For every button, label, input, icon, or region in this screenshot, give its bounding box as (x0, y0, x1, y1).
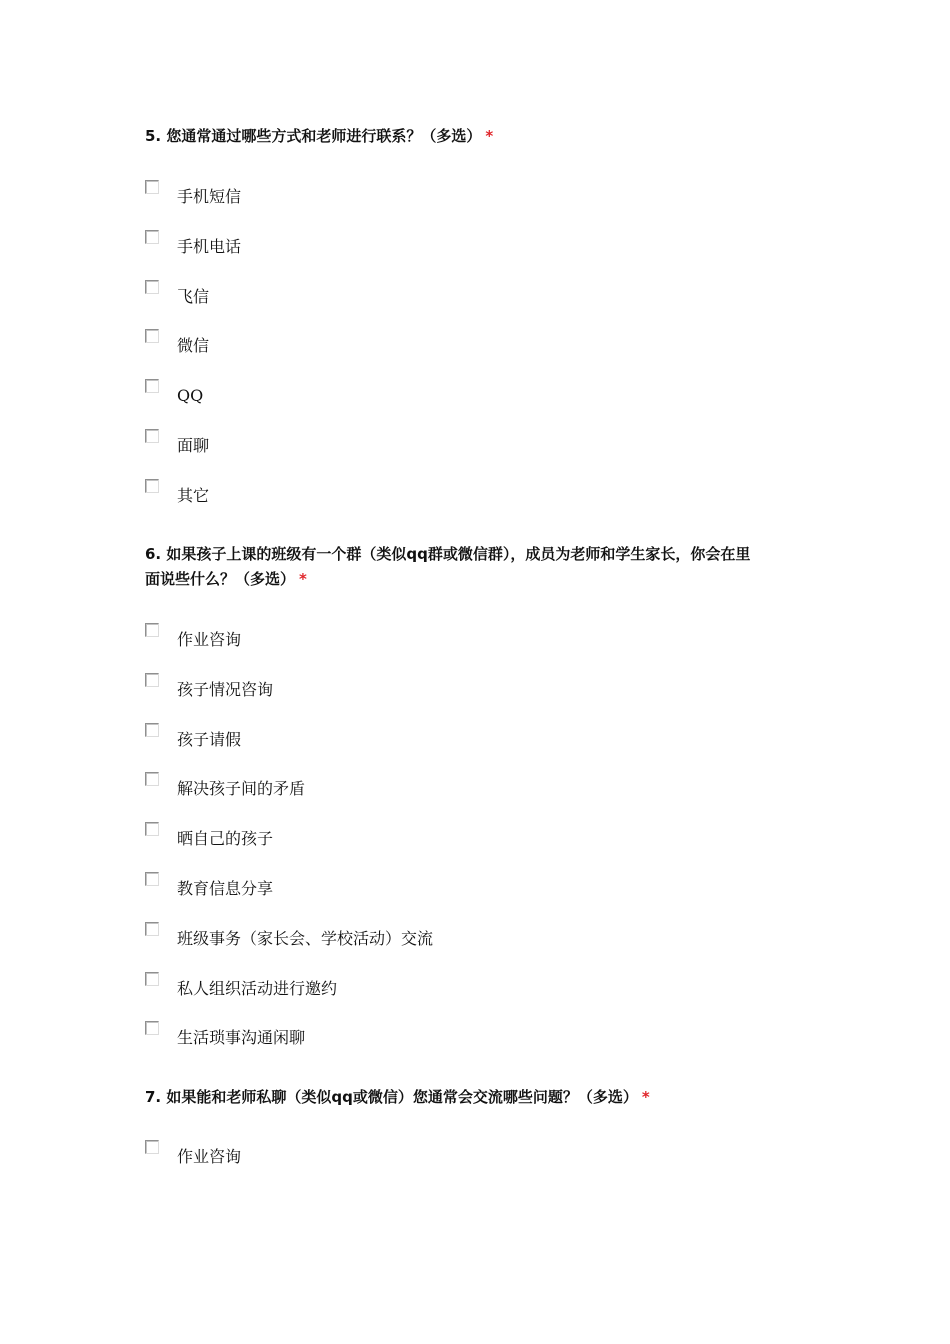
option-leave-request[interactable] (145, 723, 745, 753)
checkbox[interactable] (145, 822, 159, 836)
option-resolve-conflicts[interactable] (145, 772, 745, 802)
option-label: 班级事务（家长会、学校活动）交流 (177, 929, 434, 948)
question-6-title (145, 542, 825, 592)
checkbox[interactable] (145, 772, 159, 786)
option-label: 飞信 (177, 287, 210, 306)
option-class-affairs[interactable] (145, 922, 745, 952)
checkbox[interactable] (145, 1140, 159, 1154)
option-label: 孩子请假 (177, 730, 242, 749)
checkbox[interactable] (145, 329, 159, 343)
option-private-activity-invites[interactable] (145, 972, 745, 1002)
option-sms[interactable] (145, 180, 745, 210)
option-child-status-inquiry[interactable] (145, 673, 745, 703)
question-7-text: 7. 如果能和老师私聊（类似qq或微信）您通常会交流哪些问题？（多选） (145, 1088, 638, 1106)
question-6-text-line1: 6. 如果孩子上课的班级有一个群（类似qq群或微信群），成员为老师和学生家长，你会在里 (145, 545, 751, 563)
option-label: 晒自己的孩子 (177, 829, 274, 848)
checkbox[interactable] (145, 972, 159, 986)
checkbox[interactable] (145, 922, 159, 936)
option-label: 解决孩子间的矛盾 (177, 779, 306, 798)
option-wechat[interactable] (145, 329, 745, 359)
option-label: 其它 (177, 486, 210, 505)
option-qq[interactable] (145, 379, 745, 409)
checkbox[interactable] (145, 479, 159, 493)
option-label: 面聊 (177, 436, 210, 455)
question-7-title (145, 1085, 825, 1110)
checkbox[interactable] (145, 723, 159, 737)
option-label: 作业咨询 (177, 1147, 242, 1166)
option-label: 私人组织活动进行邀约 (177, 979, 338, 998)
option-homework-inquiry[interactable] (145, 1140, 745, 1170)
required-asterisk: * (299, 570, 307, 588)
checkbox[interactable] (145, 673, 159, 687)
option-label: 教育信息分享 (177, 879, 274, 898)
option-label: 手机短信 (177, 187, 242, 206)
option-label: 手机电话 (177, 237, 242, 256)
checkbox[interactable] (145, 872, 159, 886)
question-5-text: 5. 您通常通过哪些方式和老师进行联系？（多选） (145, 127, 482, 145)
checkbox[interactable] (145, 623, 159, 637)
question-6-text-line2: 面说些什么？（多选） (145, 570, 296, 588)
option-homework-inquiry[interactable] (145, 623, 745, 653)
checkbox[interactable] (145, 180, 159, 194)
checkbox[interactable] (145, 1021, 159, 1035)
option-face-to-face[interactable] (145, 429, 745, 459)
option-label: 作业咨询 (177, 630, 242, 649)
option-other[interactable] (145, 479, 745, 509)
option-casual-chat[interactable] (145, 1021, 745, 1051)
checkbox[interactable] (145, 230, 159, 244)
checkbox[interactable] (145, 280, 159, 294)
required-asterisk: * (485, 127, 494, 145)
question-5-title (145, 124, 825, 149)
option-label: 孩子情况咨询 (177, 680, 274, 699)
option-education-info-sharing[interactable] (145, 872, 745, 902)
checkbox[interactable] (145, 379, 159, 393)
required-asterisk: * (641, 1088, 650, 1106)
checkbox[interactable] (145, 429, 159, 443)
option-show-off-child[interactable] (145, 822, 745, 852)
option-label: 微信 (177, 336, 210, 355)
option-fetion[interactable] (145, 280, 745, 310)
option-label: QQ (177, 386, 204, 405)
option-phone-call[interactable] (145, 230, 745, 260)
option-label: 生活琐事沟通闲聊 (177, 1028, 306, 1047)
